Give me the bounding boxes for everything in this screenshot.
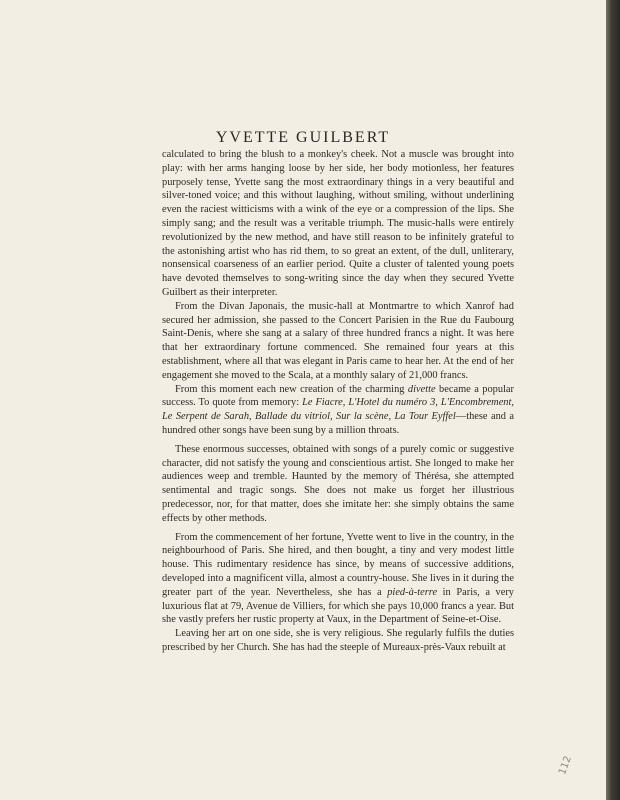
paragraph-5 <box>162 531 514 628</box>
paragraph-5-part-2: in Paris, a very luxurious flat at 79, Avenue de Villiers, for which she pays 10,000 francs a year. But she vastly prefers her rustic property at Vaux, in the Department of Seine-et-Oise. <box>162 586 514 626</box>
paragraph-3-part-2: became a popular success. To quote from memory: <box>162 383 514 409</box>
paragraph-5-part-1: From the commencement of her fortune, Yvette went to live in the country, in the neighbourhood of Paris. She hired, and then bought, a tiny and very modest little house. This rudimentary residence has since, by means of successive additions, developed into a magnificent villa, almost a country-house. She lives in it during the greater part of the year. Nevertheless, she has a <box>162 531 514 598</box>
book-binding-edge <box>606 0 620 800</box>
paragraph-4: These enormous successes, obtained with songs of a purely comic or suggestive character, did not satisfy the young and conscientious artist. She longed to make her audiences weep and tremble. Haunted by the memory of Thérésa, she attempted sentimental and tragic songs. She does not make us forget her illustrious predecessor, nor, for that matter, does she imitate her: she simply obtains the same effects by other methods. <box>162 443 514 524</box>
pied-a-terre-term: pied-à-terre <box>387 586 438 598</box>
paragraph-2: From the Divan Japonais, the music-hall at Montmartre to which Xanrof had secured her admission, she passed to the Concert Parisien in the Rue du Faubourg Saint-Denis, where she sang at a salary of three hundred francs a night. It was here that her extraordinary fortune commenced. She remained four years at this establishment, where all that was elegant in Paris came to hear her. At the end of her engagement she moved to the Scala, at a monthly salary of 21,000 francs. <box>162 300 514 381</box>
paragraph-3-part-1: From this moment each new creation of the charming <box>175 383 408 395</box>
article-body <box>162 148 514 655</box>
paragraph-6: Leaving her art on one side, she is very religious. She regularly fulfils the duties prescribed by her Church. She has had the steeple of Mureaux-près-Vaux rebuilt at <box>162 628 514 653</box>
song-titles: Le Fiacre, L'Hotel du numéro 3, L'Encombrement, Le Serpent de Sarah, Ballade du vitriol, Sur la scène, La Tour Eyffel <box>162 397 514 423</box>
divette-term: divette <box>407 383 436 395</box>
paragraph-3-part-3: —these and a hundred other songs have been sung by a million throats. <box>162 411 514 436</box>
pencil-page-note: 112 <box>557 754 574 777</box>
paragraph-3 <box>162 383 514 438</box>
paragraph-1: calculated to bring the blush to a monkey's cheek. Not a muscle was brought into play: with her arms hanging loose by her side, her body motionless, her features purposely tense, Yvette sang the most extraordinary things in a very beautiful and silver-toned voice; and this without laughing, without smiling, without underlining even the raciest witticisms with a wink of the eye or a compression of the lips. She simply sang; and the result was a veritable triumph. The music-halls were entirely revolutionized by the new method, and have still reason to be infinitely grateful to the astonishing artist who has rid them, to so great an extent, of the dull, unliterary, nonsensical coarseness of an earlier period. Quite a cluster of talented young poets have devoted themselves to song-writing since the day when they secured Yvette Guilbert as their interpreter. <box>162 149 514 298</box>
page-title: YVETTE GUILBERT <box>215 129 391 146</box>
